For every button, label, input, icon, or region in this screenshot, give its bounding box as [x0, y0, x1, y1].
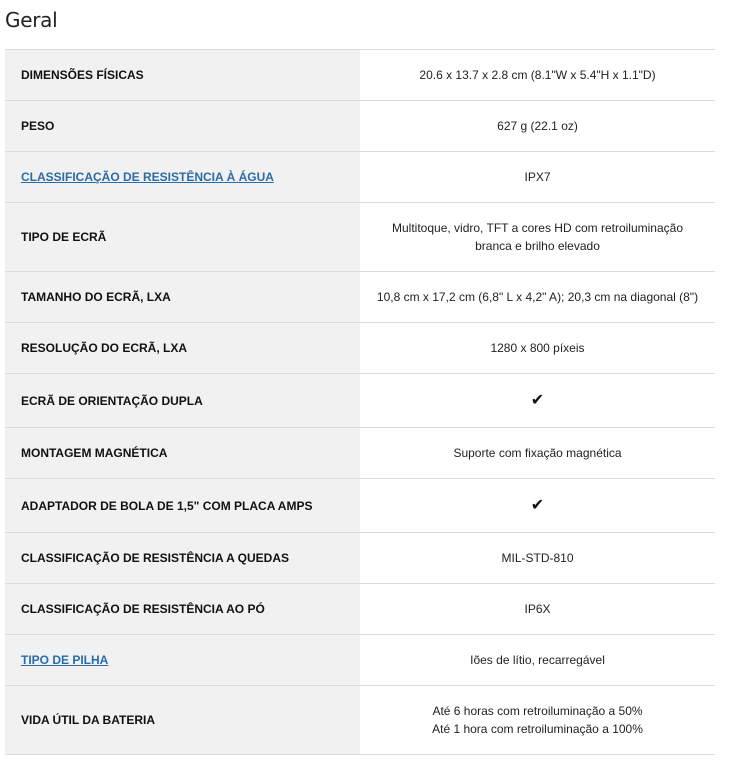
- spec-value-line: Até 6 horas com retroiluminação a 50%: [432, 704, 643, 718]
- checkmark-icon: ✔: [530, 496, 545, 514]
- spec-value-cell: [360, 374, 715, 427]
- spec-label: ECRÃ DE ORIENTAÇÃO DUPLA: [5, 374, 360, 427]
- spec-label: CLASSIFICAÇÃO DE RESISTÊNCIA AO PÓ: [5, 584, 360, 634]
- spec-row-water-rating: [5, 152, 715, 203]
- water-rating-link[interactable]: CLASSIFICAÇÃO DE RESISTÊNCIA À ÁGUA: [21, 170, 274, 184]
- spec-value: IPX7: [524, 170, 551, 184]
- spec-label: TAMANHO DO ECRÃ, LXA: [5, 272, 360, 322]
- spec-row-dual-orientation: [5, 374, 715, 428]
- spec-value-line: Até 1 hora com retroiluminação a 100%: [432, 722, 643, 736]
- spec-label: ADAPTADOR DE BOLA DE 1,5" COM PLACA AMPS: [5, 479, 360, 532]
- section-title: Geral: [5, 8, 58, 32]
- spec-label: VIDA ÚTIL DA BATERIA: [5, 686, 360, 754]
- spec-value-cell: [360, 203, 715, 271]
- spec-label: PESO: [5, 101, 360, 151]
- spec-label: MONTAGEM MAGNÉTICA: [5, 428, 360, 478]
- spec-row-drop-rating: [5, 533, 715, 584]
- battery-type-link[interactable]: TIPO DE PILHA: [21, 653, 109, 667]
- spec-value: 1280 x 800 píxeis: [490, 341, 585, 355]
- spec-row-battery-type: [5, 635, 715, 686]
- spec-value-line: Multitoque, vidro, TFT a cores HD com retroiluminação: [392, 221, 683, 235]
- spec-row-screen-type: [5, 203, 715, 272]
- spec-value: MIL-STD-810: [501, 551, 574, 565]
- spec-value: 627 g (22.1 oz): [497, 119, 578, 133]
- spec-row-battery-life: [5, 686, 715, 755]
- spec-row-ball-adapter: [5, 479, 715, 533]
- spec-value: Iões de lítio, recarregável: [470, 653, 605, 667]
- spec-label: DIMENSÕES FÍSICAS: [5, 50, 360, 100]
- spec-label: CLASSIFICAÇÃO DE RESISTÊNCIA A QUEDAS: [5, 533, 360, 583]
- spec-value: IP6X: [524, 602, 551, 616]
- spec-label-cell: [5, 635, 360, 685]
- spec-row-magnetic-mount: [5, 428, 715, 479]
- spec-value-line: branca e brilho elevado: [475, 239, 600, 253]
- spec-value: 10,8 cm x 17,2 cm (6,8" L x 4,2" A); 20,3 cm na diagonal (8"): [376, 290, 699, 304]
- spec-row-dimensions: [5, 50, 715, 101]
- spec-row-weight: [5, 101, 715, 152]
- spec-value: Suporte com fixação magnética: [453, 446, 622, 460]
- specs-table: [5, 49, 715, 755]
- spec-value: 20.6 x 13.7 x 2.8 cm (8.1"W x 5.4"H x 1.1"D): [419, 68, 656, 82]
- checkmark-icon: ✔: [530, 391, 545, 409]
- spec-value-cell: [360, 686, 715, 754]
- spec-label: RESOLUÇÃO DO ECRÃ, LXA: [5, 323, 360, 373]
- spec-row-screen-size: [5, 272, 715, 323]
- spec-label-cell: [5, 152, 360, 202]
- spec-label: TIPO DE ECRÃ: [5, 203, 360, 271]
- spec-row-screen-resolution: [5, 323, 715, 374]
- spec-row-dust-rating: [5, 584, 715, 635]
- spec-value-cell: [360, 479, 715, 532]
